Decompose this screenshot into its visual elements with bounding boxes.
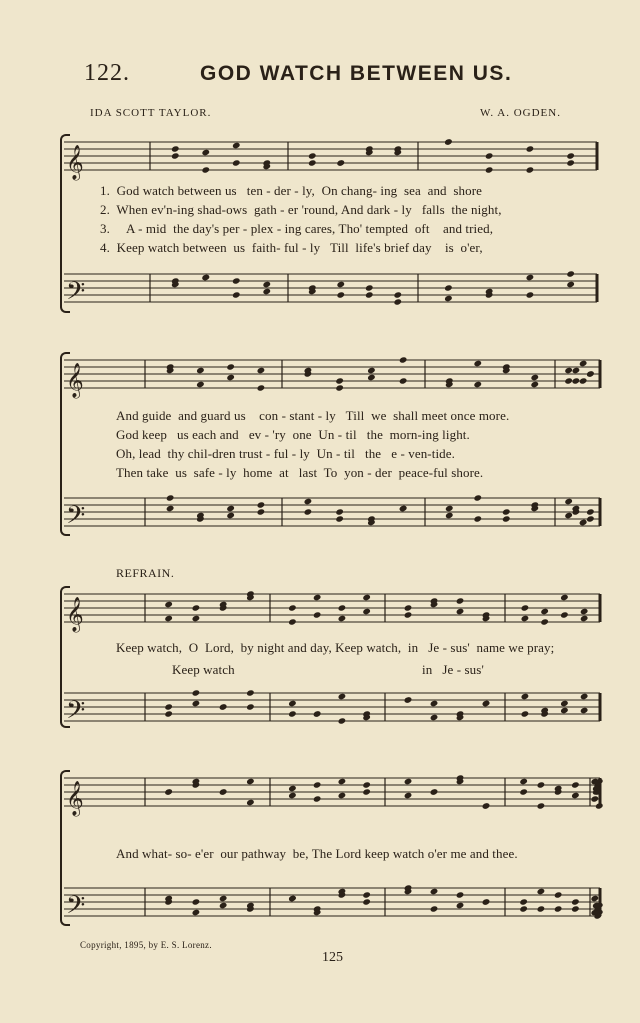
notehead xyxy=(579,519,588,526)
notehead xyxy=(171,152,180,159)
treble-clef-icon: 𝄞 xyxy=(66,363,84,398)
system4-line: And what- so- e'er our pathway be, The Lord keep watch o'er me and thee. xyxy=(116,846,518,861)
system1-verse-4: 4. Keep watch between us faith- ful - ly Till life's brief day is o'er, xyxy=(100,240,483,255)
notehead xyxy=(313,594,322,601)
notehead xyxy=(166,505,175,512)
notehead xyxy=(572,377,581,384)
notehead xyxy=(246,703,255,710)
treble-clef-icon: 𝄞 xyxy=(66,145,84,180)
notehead xyxy=(246,799,255,806)
notehead xyxy=(444,138,453,145)
notehead xyxy=(473,494,482,501)
notehead xyxy=(338,717,347,724)
notehead xyxy=(473,360,482,367)
notehead xyxy=(404,611,413,618)
notehead xyxy=(445,512,454,519)
notehead xyxy=(308,159,317,166)
notehead xyxy=(521,604,530,611)
notehead xyxy=(304,498,313,505)
system2-treble-staff xyxy=(0,352,640,402)
notehead xyxy=(338,615,347,622)
notehead xyxy=(564,512,573,519)
notehead xyxy=(430,888,439,895)
refrain-line-1: Keep watch, O Lord, by night and day, Keep watch, in Je - sus' name we pray; xyxy=(116,640,555,655)
notehead xyxy=(560,611,569,618)
notehead xyxy=(192,615,201,622)
notehead xyxy=(246,689,255,696)
notehead xyxy=(226,363,235,370)
notehead xyxy=(590,795,599,802)
notehead xyxy=(288,700,297,707)
notehead xyxy=(365,291,374,298)
refrain-line-2a: Keep watch xyxy=(172,662,235,677)
system3-treble-staff xyxy=(0,586,640,636)
notehead xyxy=(540,618,549,625)
notehead xyxy=(362,608,371,615)
notehead xyxy=(246,778,255,785)
notehead xyxy=(201,149,210,156)
notehead xyxy=(338,693,347,700)
notehead xyxy=(521,710,530,717)
notehead xyxy=(338,792,347,799)
bass-clef-icon: 𝄢 xyxy=(66,501,86,536)
notehead xyxy=(530,374,539,381)
notehead xyxy=(586,370,595,377)
notehead xyxy=(335,515,344,522)
notehead xyxy=(456,902,465,909)
notehead xyxy=(338,778,347,785)
notehead xyxy=(456,608,465,615)
notehead xyxy=(232,291,241,298)
notehead xyxy=(257,384,266,391)
notehead xyxy=(192,689,201,696)
notehead xyxy=(262,288,271,295)
notehead xyxy=(399,505,408,512)
notehead xyxy=(502,515,511,522)
notehead xyxy=(362,898,371,905)
notehead xyxy=(521,615,530,622)
notehead xyxy=(444,295,453,302)
notehead xyxy=(335,384,344,391)
notehead xyxy=(571,898,580,905)
notehead xyxy=(537,888,546,895)
notehead xyxy=(485,166,494,173)
system2-verse-3: Oh, lead thy chil-dren trust - ful - ly Un - til the e - ven-tide. xyxy=(116,446,455,461)
notehead xyxy=(564,498,573,505)
notehead xyxy=(362,891,371,898)
notehead xyxy=(482,802,491,809)
copyright-notice: Copyright, 1895, by E. S. Lorenz. xyxy=(80,940,212,950)
notehead xyxy=(430,788,439,795)
bass-clef-icon: 𝄢 xyxy=(66,277,86,312)
hymn-number: 122. xyxy=(84,60,130,86)
notehead xyxy=(554,905,563,912)
notehead xyxy=(399,377,408,384)
notehead xyxy=(336,291,345,298)
system2-bass-staff xyxy=(0,490,640,540)
system2-verse-1: And guide and guard us con - stant - ly Till we shall meet once more. xyxy=(116,408,510,423)
notehead xyxy=(537,905,546,912)
notehead xyxy=(288,618,297,625)
notehead xyxy=(192,909,201,916)
notehead xyxy=(579,360,588,367)
notehead xyxy=(560,700,569,707)
notehead xyxy=(262,281,271,288)
notehead xyxy=(564,367,573,374)
notehead xyxy=(367,374,376,381)
notehead xyxy=(519,788,528,795)
notehead xyxy=(257,508,266,515)
notehead xyxy=(445,505,454,512)
notehead xyxy=(564,377,573,384)
notehead xyxy=(526,166,535,173)
treble-clef-icon: 𝄞 xyxy=(66,597,84,632)
bass-clef-icon: 𝄢 xyxy=(66,696,86,731)
notehead xyxy=(521,693,530,700)
notehead xyxy=(482,898,491,905)
notehead xyxy=(580,693,589,700)
notehead xyxy=(554,891,563,898)
notehead xyxy=(456,597,465,604)
notehead xyxy=(502,508,511,515)
notehead xyxy=(232,142,241,149)
notehead xyxy=(201,274,210,281)
notehead xyxy=(166,494,175,501)
notehead xyxy=(196,381,205,388)
notehead xyxy=(308,152,317,159)
notehead xyxy=(226,505,235,512)
notehead xyxy=(367,367,376,374)
notehead xyxy=(393,298,402,305)
notehead xyxy=(288,785,297,792)
treble-clef-icon: 𝄞 xyxy=(66,781,84,816)
notehead xyxy=(164,788,173,795)
notehead xyxy=(192,604,201,611)
notehead xyxy=(232,159,241,166)
notehead xyxy=(288,710,297,717)
notehead xyxy=(313,710,322,717)
notehead xyxy=(590,895,599,902)
notehead xyxy=(362,594,371,601)
notehead xyxy=(219,902,228,909)
notehead xyxy=(404,792,413,799)
notehead xyxy=(430,714,439,721)
notehead xyxy=(362,781,371,788)
system2-verse-4: Then take us safe - ly home at last To yon - der peace-ful shore. xyxy=(116,465,484,480)
notehead xyxy=(192,898,201,905)
notehead xyxy=(313,795,322,802)
notehead xyxy=(580,615,589,622)
notehead xyxy=(537,802,546,809)
notehead xyxy=(566,270,575,277)
notehead xyxy=(164,703,173,710)
notehead xyxy=(201,166,210,173)
notehead xyxy=(537,781,546,788)
notehead xyxy=(219,788,228,795)
notehead xyxy=(571,792,580,799)
lyricist-credit: IDA SCOTT TAYLOR. xyxy=(90,107,212,119)
system2-verse-2: God keep us each and ev - 'ry one Un - til the morn-ing light. xyxy=(116,427,470,442)
notehead xyxy=(473,381,482,388)
notehead xyxy=(456,891,465,898)
notehead xyxy=(226,512,235,519)
notehead xyxy=(482,700,491,707)
notehead xyxy=(304,508,313,515)
notehead xyxy=(571,781,580,788)
notehead xyxy=(572,367,581,374)
notehead xyxy=(338,604,347,611)
notehead xyxy=(540,608,549,615)
notehead xyxy=(530,381,539,388)
notehead xyxy=(519,905,528,912)
notehead xyxy=(579,377,588,384)
composer-credit: W. A. OGDEN. xyxy=(480,107,561,119)
notehead xyxy=(335,377,344,384)
notehead xyxy=(171,145,180,152)
notehead xyxy=(560,594,569,601)
notehead xyxy=(164,615,173,622)
notehead xyxy=(399,356,408,363)
notehead xyxy=(336,281,345,288)
notehead xyxy=(404,604,413,611)
notehead xyxy=(571,905,580,912)
system4-bass-staff xyxy=(0,880,640,930)
system3-bass-staff xyxy=(0,685,640,735)
notehead xyxy=(404,696,413,703)
notehead xyxy=(580,707,589,714)
notehead xyxy=(526,145,535,152)
notehead xyxy=(335,508,344,515)
notehead xyxy=(257,367,266,374)
notehead xyxy=(288,895,297,902)
notehead xyxy=(444,284,453,291)
notehead xyxy=(219,895,228,902)
notehead xyxy=(288,604,297,611)
notehead xyxy=(526,291,535,298)
notehead xyxy=(586,508,595,515)
system1-treble-staff xyxy=(0,134,640,184)
notehead xyxy=(313,781,322,788)
notehead xyxy=(393,291,402,298)
notehead xyxy=(226,374,235,381)
system1-verse-2: 2. When ev'n-ing shad-ows gath - er 'round, And dark - ly falls the night, xyxy=(100,202,502,217)
notehead xyxy=(430,905,439,912)
refrain-line-2b: in Je - sus' xyxy=(422,662,484,677)
notehead xyxy=(192,700,201,707)
notehead xyxy=(232,277,241,284)
notehead xyxy=(566,281,575,288)
page-number: 125 xyxy=(322,950,343,965)
notehead xyxy=(430,700,439,707)
notehead xyxy=(164,601,173,608)
notehead xyxy=(485,152,494,159)
notehead xyxy=(595,802,604,809)
notehead xyxy=(257,501,266,508)
bass-clef-icon: 𝄢 xyxy=(66,891,86,926)
notehead xyxy=(404,778,413,785)
system1-verse-3: 3. A - mid the day's per - plex - ing cares, Tho' tempted oft and tried, xyxy=(100,221,494,236)
notehead xyxy=(313,611,322,618)
notehead xyxy=(580,608,589,615)
notehead xyxy=(566,159,575,166)
notehead xyxy=(560,707,569,714)
notehead xyxy=(519,778,528,785)
system4-treble-staff xyxy=(0,770,640,830)
hymn-title: GOD WATCH BETWEEN US. xyxy=(200,62,513,85)
notehead xyxy=(336,159,345,166)
notehead xyxy=(365,284,374,291)
notehead xyxy=(164,710,173,717)
notehead xyxy=(219,703,228,710)
refrain-label: REFRAIN. xyxy=(116,566,175,580)
notehead xyxy=(519,898,528,905)
system1-bass-staff xyxy=(0,266,640,316)
system1-verse-1: 1. God watch between us ten - der - ly, On chang- ing sea and shore xyxy=(100,183,482,198)
notehead xyxy=(473,515,482,522)
notehead xyxy=(288,792,297,799)
notehead xyxy=(362,788,371,795)
notehead xyxy=(566,152,575,159)
notehead xyxy=(196,367,205,374)
notehead xyxy=(526,274,535,281)
notehead xyxy=(586,515,595,522)
